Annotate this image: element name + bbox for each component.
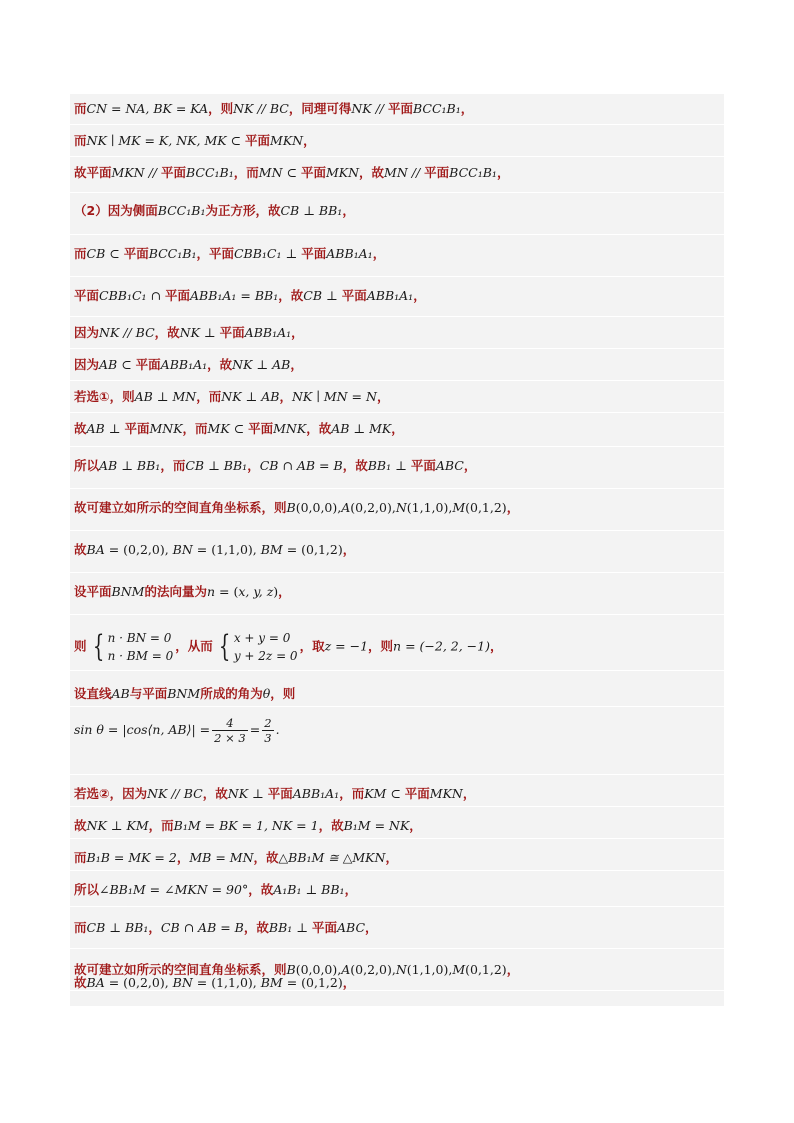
math-text: N xyxy=(395,962,407,977)
math-text: NK ∣ MN = N xyxy=(291,389,377,404)
system-left: { n · BN = 0 n · BM = 0 xyxy=(92,629,174,664)
math-text: (0,0,0), xyxy=(295,500,342,515)
math-text: CBB₁C₁ ∩ xyxy=(99,288,165,303)
chinese-text: 若选②，因为 xyxy=(74,786,148,801)
system-left-row-1: n · BN = 0 xyxy=(107,631,172,645)
chinese-text: 因为 xyxy=(74,325,100,340)
solution-sheet xyxy=(70,94,724,1006)
math-text: CB ⊥ xyxy=(303,288,342,303)
row-separator xyxy=(70,948,724,949)
solution-line xyxy=(74,245,385,263)
math-text: BCC₁B₁ xyxy=(148,246,197,261)
system-take-expr: z = −1 xyxy=(324,638,369,654)
math-text: = ( xyxy=(215,584,239,599)
math-text: MKN xyxy=(429,786,463,801)
row-separator xyxy=(70,706,724,707)
chinese-text: 平面 xyxy=(424,165,450,180)
solution-line xyxy=(74,100,473,118)
math-text: B xyxy=(286,500,296,515)
chinese-text: 所以 xyxy=(74,882,100,897)
math-text: ABB₁A₁ xyxy=(244,325,292,340)
math-text: CB ⊂ xyxy=(86,246,124,261)
chinese-text: ， xyxy=(365,920,378,935)
math-text: BM xyxy=(260,542,283,557)
math-text: CBB₁C₁ ⊥ xyxy=(233,246,302,261)
math-text: BB₁ ⊥ xyxy=(367,458,411,473)
chinese-text: 故平面 xyxy=(74,165,112,180)
solution-line xyxy=(74,356,303,374)
math-text: = (1,1,0), xyxy=(192,542,261,557)
math-text: MK ⊂ xyxy=(207,421,249,436)
math-text: BN xyxy=(172,975,193,990)
math-text: CB ⊥ BB₁ xyxy=(185,458,248,473)
math-text: (1,1,0), xyxy=(406,962,453,977)
chinese-text: 设平面 xyxy=(74,584,112,599)
math-text: B xyxy=(286,962,296,977)
chinese-text: 平面 xyxy=(124,421,150,436)
normal-vector-system xyxy=(74,629,503,665)
chinese-text: ，而 xyxy=(339,786,365,801)
chinese-text: 平面 xyxy=(74,288,100,303)
math-text: △BB₁M ≅ △MKN xyxy=(278,850,386,865)
solution-line xyxy=(74,132,316,150)
system-result: n = (−2, 2, −1) xyxy=(393,638,490,654)
solution-line xyxy=(74,164,509,182)
chinese-text: ，故 xyxy=(318,818,344,833)
math-text: = (0,2,0), xyxy=(104,975,173,990)
chinese-text: 平面 xyxy=(387,101,413,116)
math-text: AB ⊥ MN xyxy=(134,389,197,404)
chinese-text: 为正方形，故 xyxy=(205,203,281,218)
math-text: ABB₁A₁ = BB₁ xyxy=(189,288,279,303)
chinese-text: ，而 xyxy=(196,389,222,404)
math-text: (0,2,0), xyxy=(350,962,396,977)
math-text: NK // BC xyxy=(233,101,289,116)
math-text: NK ∣ MK = K, NK, MK ⊂ xyxy=(86,133,245,148)
math-text: CN = NA, BK = KA xyxy=(86,101,209,116)
angle-text-end: ，则 xyxy=(270,686,296,701)
math-text: N xyxy=(395,500,407,515)
math-text: ABB₁A₁ xyxy=(326,246,373,261)
chinese-text: ， xyxy=(463,458,477,473)
row-separator xyxy=(70,192,724,193)
row-separator xyxy=(70,774,724,775)
chinese-text: 平面 xyxy=(301,246,327,261)
row-separator xyxy=(70,614,724,615)
chinese-text: 平面 xyxy=(410,458,436,473)
chinese-text: 平面 xyxy=(135,357,161,372)
chinese-text: 平面 xyxy=(300,165,326,180)
chinese-text: ，而 xyxy=(233,165,259,180)
math-text: MNK xyxy=(273,421,307,436)
row-separator xyxy=(70,446,724,447)
system-left-row-2: n · BM = 0 xyxy=(107,649,174,663)
chinese-text: 平面 xyxy=(404,786,430,801)
chinese-text: ， xyxy=(148,920,161,935)
chinese-text: ， xyxy=(391,421,404,436)
math-text: = (0,1,2) xyxy=(282,542,343,557)
math-text: NK // BC xyxy=(99,325,155,340)
solution-line xyxy=(74,420,404,438)
math-text: M xyxy=(452,962,466,977)
angle-bnm: BNM xyxy=(167,686,201,701)
row-separator xyxy=(70,870,724,871)
math-text: ABC xyxy=(337,920,366,935)
math-text: (0,2,0), xyxy=(350,500,396,515)
chinese-text: 而 xyxy=(74,133,87,148)
row-separator xyxy=(70,156,724,157)
math-text: BCC₁B₁ xyxy=(157,203,206,218)
chinese-text: ，故 xyxy=(359,165,385,180)
math-text: ∠BB₁M = ∠MKN = 90° xyxy=(99,882,249,897)
chinese-text: ， xyxy=(291,325,304,340)
math-text: BM xyxy=(260,975,283,990)
math-text: ABB₁A₁ xyxy=(366,288,414,303)
solution-line xyxy=(74,324,304,342)
math-text: ) xyxy=(273,584,279,599)
math-text: BCC₁B₁ xyxy=(413,101,461,116)
chinese-text: ， xyxy=(303,133,316,148)
system-lead: 则 xyxy=(74,638,87,654)
chinese-text: ， xyxy=(385,850,398,865)
math-text: BA xyxy=(86,542,105,557)
chinese-text: ，而 xyxy=(148,818,174,833)
system-mid: ，从而 xyxy=(175,638,213,654)
system-right: { x + y = 0 y + 2z = 0 xyxy=(218,629,298,664)
math-text: NK // xyxy=(351,101,388,116)
chinese-text: 平面 xyxy=(219,325,245,340)
chinese-text: 平面 xyxy=(123,246,149,261)
chinese-text: ，故 xyxy=(202,786,228,801)
math-text: ABC xyxy=(435,458,464,473)
math-text: CB ⊥ BB₁ xyxy=(86,920,149,935)
chinese-text: ， xyxy=(376,389,390,404)
chinese-text: ， xyxy=(279,389,292,404)
solution-line xyxy=(74,287,426,305)
row-separator xyxy=(70,572,724,573)
math-text: MN // xyxy=(384,165,425,180)
row-separator xyxy=(70,530,724,531)
row-separator xyxy=(70,412,724,413)
math-text: NK ⊥ AB xyxy=(221,389,280,404)
solution-line xyxy=(74,388,389,406)
chinese-text: ，故 xyxy=(243,920,269,935)
math-text: MNK xyxy=(149,421,183,436)
chinese-text: ， xyxy=(462,786,476,801)
solution-line xyxy=(74,541,355,559)
math-text: B₁M = NK xyxy=(343,818,410,833)
chinese-text: 故可建立如所示的空间直角坐标系，则 xyxy=(74,500,287,515)
row-separator xyxy=(70,348,724,349)
chinese-text: ，平面 xyxy=(196,246,234,261)
chinese-text: 故 xyxy=(74,421,87,436)
math-text: (0,1,2) xyxy=(465,962,507,977)
chinese-text: ，故 xyxy=(248,882,274,897)
math-text: MB = MN xyxy=(189,850,254,865)
solution-line xyxy=(74,499,519,517)
math-text: NK ⊥ KM xyxy=(86,818,149,833)
math-text: BB₁ ⊥ xyxy=(268,920,312,935)
math-text: ABB₁A₁ xyxy=(160,357,208,372)
math-text: CB ⊥ BB₁ xyxy=(280,203,343,218)
math-text: AB ⊥ xyxy=(86,421,125,436)
chinese-text: ， xyxy=(176,850,190,865)
sine-eq: = xyxy=(249,722,261,737)
chinese-text: 平面 xyxy=(164,288,190,303)
math-text: BA xyxy=(86,975,105,990)
row-separator xyxy=(70,806,724,807)
chinese-text: ，故 xyxy=(207,357,233,372)
solution-line xyxy=(74,974,355,992)
math-text: CB ∩ AB = B xyxy=(160,920,244,935)
math-text: NK // BC xyxy=(147,786,203,801)
chinese-text: （2）因为侧面 xyxy=(74,203,158,218)
math-text: NK ⊥ AB xyxy=(232,357,291,372)
chinese-text: 而 xyxy=(74,246,87,261)
chinese-text: 因为 xyxy=(74,357,100,372)
math-text: (0,1,2) xyxy=(465,500,507,515)
math-text: = (1,1,0), xyxy=(192,975,261,990)
math-text: AB ⊂ xyxy=(99,357,136,372)
chinese-text: ， xyxy=(372,246,386,261)
chinese-text: ，同理可得 xyxy=(288,101,352,116)
chinese-text: ， xyxy=(413,288,426,303)
angle-statement xyxy=(74,685,295,703)
math-text: BN xyxy=(172,542,193,557)
chinese-text: ， xyxy=(278,584,291,599)
sine-equation xyxy=(74,716,280,745)
math-text: MKN xyxy=(270,133,304,148)
sine-fraction-2 xyxy=(262,716,273,745)
sine-num-2: 2 xyxy=(264,716,272,730)
chinese-text: ， xyxy=(342,542,356,557)
math-text: ABB₁A₁ xyxy=(292,786,340,801)
math-text: BCC₁B₁ xyxy=(449,165,497,180)
system-right-row-2: y + 2z = 0 xyxy=(233,649,298,663)
sine-fraction-1 xyxy=(212,716,248,745)
math-text: x, y, z xyxy=(238,584,274,599)
math-text: B₁M = BK = 1, NK = 1 xyxy=(173,818,319,833)
solution-line xyxy=(74,202,355,220)
chinese-text: ，故 xyxy=(306,421,332,436)
chinese-text: ， xyxy=(460,101,474,116)
chinese-text: ，故 xyxy=(154,325,180,340)
chinese-text: 平面 xyxy=(160,165,186,180)
solution-line xyxy=(74,919,378,937)
sine-end: . xyxy=(275,722,280,737)
math-text: n xyxy=(206,584,216,599)
math-text: AB ⊥ BB₁ xyxy=(99,458,161,473)
math-text: A xyxy=(341,500,351,515)
system-right-row-1: x + y = 0 xyxy=(233,631,291,645)
solution-line xyxy=(74,817,422,835)
chinese-text: ， xyxy=(506,500,520,515)
chinese-text: 故可建立如所示的空间直角坐标系，则 xyxy=(74,962,287,977)
solution-line xyxy=(74,849,398,867)
math-text: BNM xyxy=(111,584,145,599)
chinese-text: ， xyxy=(342,975,356,990)
chinese-text: 而 xyxy=(74,920,87,935)
sine-den-2: 3 xyxy=(264,731,272,745)
math-text: MN ⊂ xyxy=(258,165,301,180)
math-text: A₁B₁ ⊥ BB₁ xyxy=(273,882,345,897)
math-text: MKN xyxy=(325,165,360,180)
chinese-text: ， xyxy=(247,458,260,473)
row-separator xyxy=(70,124,724,125)
row-separator xyxy=(70,906,724,907)
chinese-text: 所以 xyxy=(74,458,100,473)
chinese-text: ，故 xyxy=(278,288,304,303)
chinese-text: ，故 xyxy=(253,850,279,865)
math-text: KM ⊂ xyxy=(364,786,405,801)
math-text: (1,1,0), xyxy=(406,500,453,515)
angle-theta: θ xyxy=(262,686,271,701)
sine-den-1: 2 × 3 xyxy=(214,731,246,745)
chinese-text: ， xyxy=(290,357,303,372)
math-text: A xyxy=(341,962,351,977)
sine-lhs: sin θ = |cos⟨n, AB⟩| = xyxy=(74,722,211,737)
solution-line xyxy=(74,583,291,601)
angle-text-post: 所成的角为 xyxy=(200,686,263,701)
chinese-text: 平面 xyxy=(267,786,293,801)
math-text: = (0,2,0), xyxy=(104,542,173,557)
math-text: M xyxy=(452,500,466,515)
row-separator xyxy=(70,234,724,235)
math-text: CB ∩ AB = B xyxy=(259,458,343,473)
chinese-text: ， xyxy=(496,165,510,180)
math-text: BCC₁B₁ xyxy=(185,165,234,180)
chinese-text: 故 xyxy=(74,542,87,557)
math-text: (0,0,0), xyxy=(295,962,342,977)
chinese-text: 平面 xyxy=(248,421,274,436)
row-separator xyxy=(70,670,724,671)
chinese-text: 故 xyxy=(74,818,87,833)
math-text: NK ⊥ xyxy=(179,325,220,340)
math-text: AB ⊥ MK xyxy=(331,421,392,436)
row-separator xyxy=(70,838,724,839)
chinese-text: 故 xyxy=(74,975,87,990)
system-then: ，则 xyxy=(368,638,394,654)
chinese-text: 平面 xyxy=(341,288,367,303)
chinese-text: ，而 xyxy=(182,421,208,436)
chinese-text: ，而 xyxy=(160,458,186,473)
solution-line xyxy=(74,881,357,899)
chinese-text: ， xyxy=(344,882,358,897)
solution-line xyxy=(74,457,476,475)
row-separator xyxy=(70,488,724,489)
solution-line xyxy=(74,785,475,803)
angle-ab: AB xyxy=(111,686,130,701)
chinese-text: 而 xyxy=(74,850,87,865)
chinese-text: 的法向量为 xyxy=(144,584,207,599)
math-text: NK ⊥ xyxy=(227,786,268,801)
math-text: MKN // xyxy=(111,165,161,180)
chinese-text: 若选①，则 xyxy=(74,389,135,404)
chinese-text: 平面 xyxy=(311,920,337,935)
row-separator xyxy=(70,316,724,317)
chinese-text: 而 xyxy=(74,101,87,116)
row-separator xyxy=(70,276,724,277)
math-text: B₁B = MK = 2 xyxy=(86,850,177,865)
chinese-text: ， xyxy=(506,962,520,977)
chinese-text: ，则 xyxy=(208,101,234,116)
sine-num-1: 4 xyxy=(212,716,248,731)
chinese-text: ，故 xyxy=(342,458,368,473)
row-separator xyxy=(70,380,724,381)
chinese-text: ， xyxy=(342,203,355,218)
system-end: ， xyxy=(489,638,503,654)
chinese-text: ， xyxy=(409,818,422,833)
math-text: = (0,1,2) xyxy=(282,975,343,990)
angle-text-pre: 设直线 xyxy=(74,686,112,701)
chinese-text: 平面 xyxy=(245,133,271,148)
system-take: ，取 xyxy=(299,638,325,654)
angle-text-mid: 与平面 xyxy=(129,686,168,701)
